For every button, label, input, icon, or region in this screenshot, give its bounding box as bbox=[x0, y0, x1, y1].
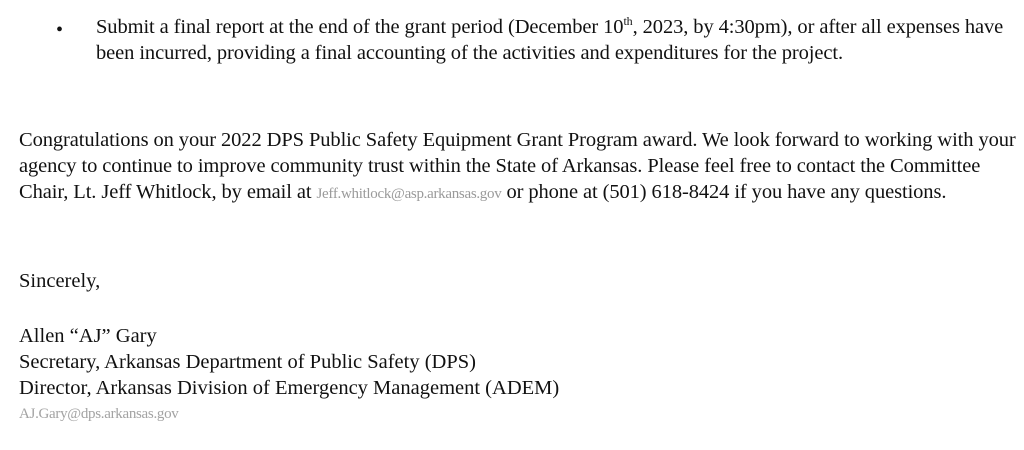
bullet-superscript: th bbox=[623, 14, 633, 29]
bullet-item bbox=[56, 14, 1016, 66]
signer-title-2: Director, Arkansas Division of Emergency Management (ADEM) bbox=[19, 377, 560, 399]
bullet-text-end: , 2023, by 4:30pm), or after all expenses have been incurred, providing a final accounting of the activities and expenditures for the project. bbox=[96, 16, 1004, 64]
bullet-text bbox=[96, 14, 1016, 66]
paragraph-text-end: or phone at (501) 618-8424 if you have any questions. bbox=[501, 181, 947, 203]
closing-salutation: Sincerely, bbox=[19, 270, 101, 292]
signer-email-link[interactable]: AJ.Gary@dps.arkansas.gov bbox=[19, 406, 179, 422]
signer-title-1: Secretary, Arkansas Department of Public Safety (DPS) bbox=[19, 351, 476, 373]
signature-block bbox=[19, 323, 559, 427]
bullet-icon: • bbox=[56, 19, 64, 41]
congratulations-paragraph bbox=[19, 127, 1019, 207]
paragraph-text-start: Congratulations on your 2022 DPS Public Safety Equipment Grant Program award. We look forward to working with your agency to continue to improve community trust within the State of Arkansas. Please feel free to contact the Committee Chair, Lt. Jeff Whitlock, by email at bbox=[19, 129, 1016, 203]
bullet-text-start: Submit a final report at the end of the grant period (December 10 bbox=[96, 16, 624, 38]
contact-email-link[interactable]: Jeff.whitlock@asp.arkansas.gov bbox=[316, 186, 502, 202]
signer-name: Allen “AJ” Gary bbox=[19, 325, 157, 347]
